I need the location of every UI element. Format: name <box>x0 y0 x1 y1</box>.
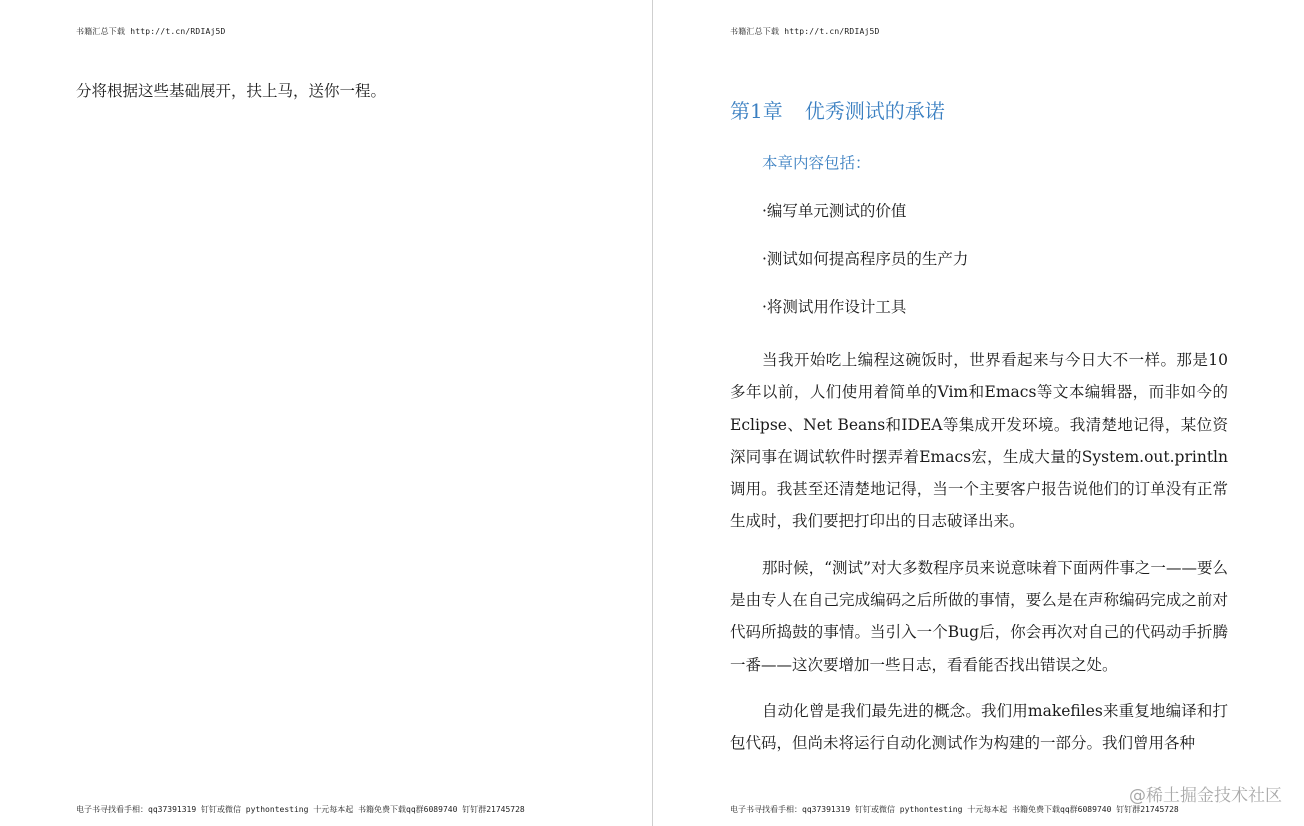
page-header: 书籍汇总下载 http://t.cn/RDIAj5D <box>76 27 226 36</box>
list-item: ·测试如何提高程序员的生产力 <box>762 250 969 268</box>
page-header: 书籍汇总下载 http://t.cn/RDIAj5D <box>730 27 880 36</box>
chapter-title <box>730 96 1228 126</box>
chapter-number: 第1章 <box>730 99 783 123</box>
body-paragraph: 当我开始吃上编程这碗饭时，世界看起来与今日大不一样。那是10多年以前，人们使用着简单的Vim和Emacs等文本编辑器，而非如今的Eclipse、Net Beans和IDEA等集成开发环境。我清楚地记得，某位资深同事在调试软件时摆弄着Emacs宏，生成大量的System.out.println调用。我甚至还清楚地记得，当一个主要客户报告说他们的订单没有正常生成时，我们要把打印出的日志破译出来。 <box>730 351 1228 531</box>
page-footer: 电子书寻找看手相：qq37391319 钉钉或微信 pythontesting 十元每本起 书籍免费下载qq群6089740 钉钉群21745728 <box>730 805 1179 814</box>
chapter-name: 优秀测试的承诺 <box>804 99 945 123</box>
body-paragraph: 自动化曾是我们最先进的概念。我们用makefiles来重复地编译和打包代码，但尚未将运行自动化测试作为构建的一部分。我们曾用各种 <box>730 701 1228 753</box>
list-item: ·将测试用作设计工具 <box>762 298 907 316</box>
chapter-contents-subheading: 本章内容包括： <box>762 154 871 172</box>
right-page <box>653 0 1304 826</box>
chapter-topics-list <box>762 200 1228 318</box>
list-item: ·编写单元测试的价值 <box>762 202 907 220</box>
page-footer: 电子书寻找看手相：qq37391319 钉钉或微信 pythontesting 十元每本起 书籍免费下载qq群6089740 钉钉群21745728 <box>76 805 525 814</box>
body-paragraph: 那时候，“测试”对大多数程序员来说意味着下面两件事之一——要么是由专人在自己完成编码之后所做的事情，要么是在声称编码完成之前对代码所捣鼓的事情。当引入一个Bug后，你会再次对自己的代码动手折腾一番——这次要增加一些日志，看看能否找出错误之处。 <box>730 558 1228 674</box>
continued-paragraph: 分将根据这些基础展开，扶上马，送你一程。 <box>76 82 387 100</box>
chapter-content <box>730 96 1228 774</box>
site-watermark: @稀土掘金技术社区 <box>1129 786 1282 806</box>
